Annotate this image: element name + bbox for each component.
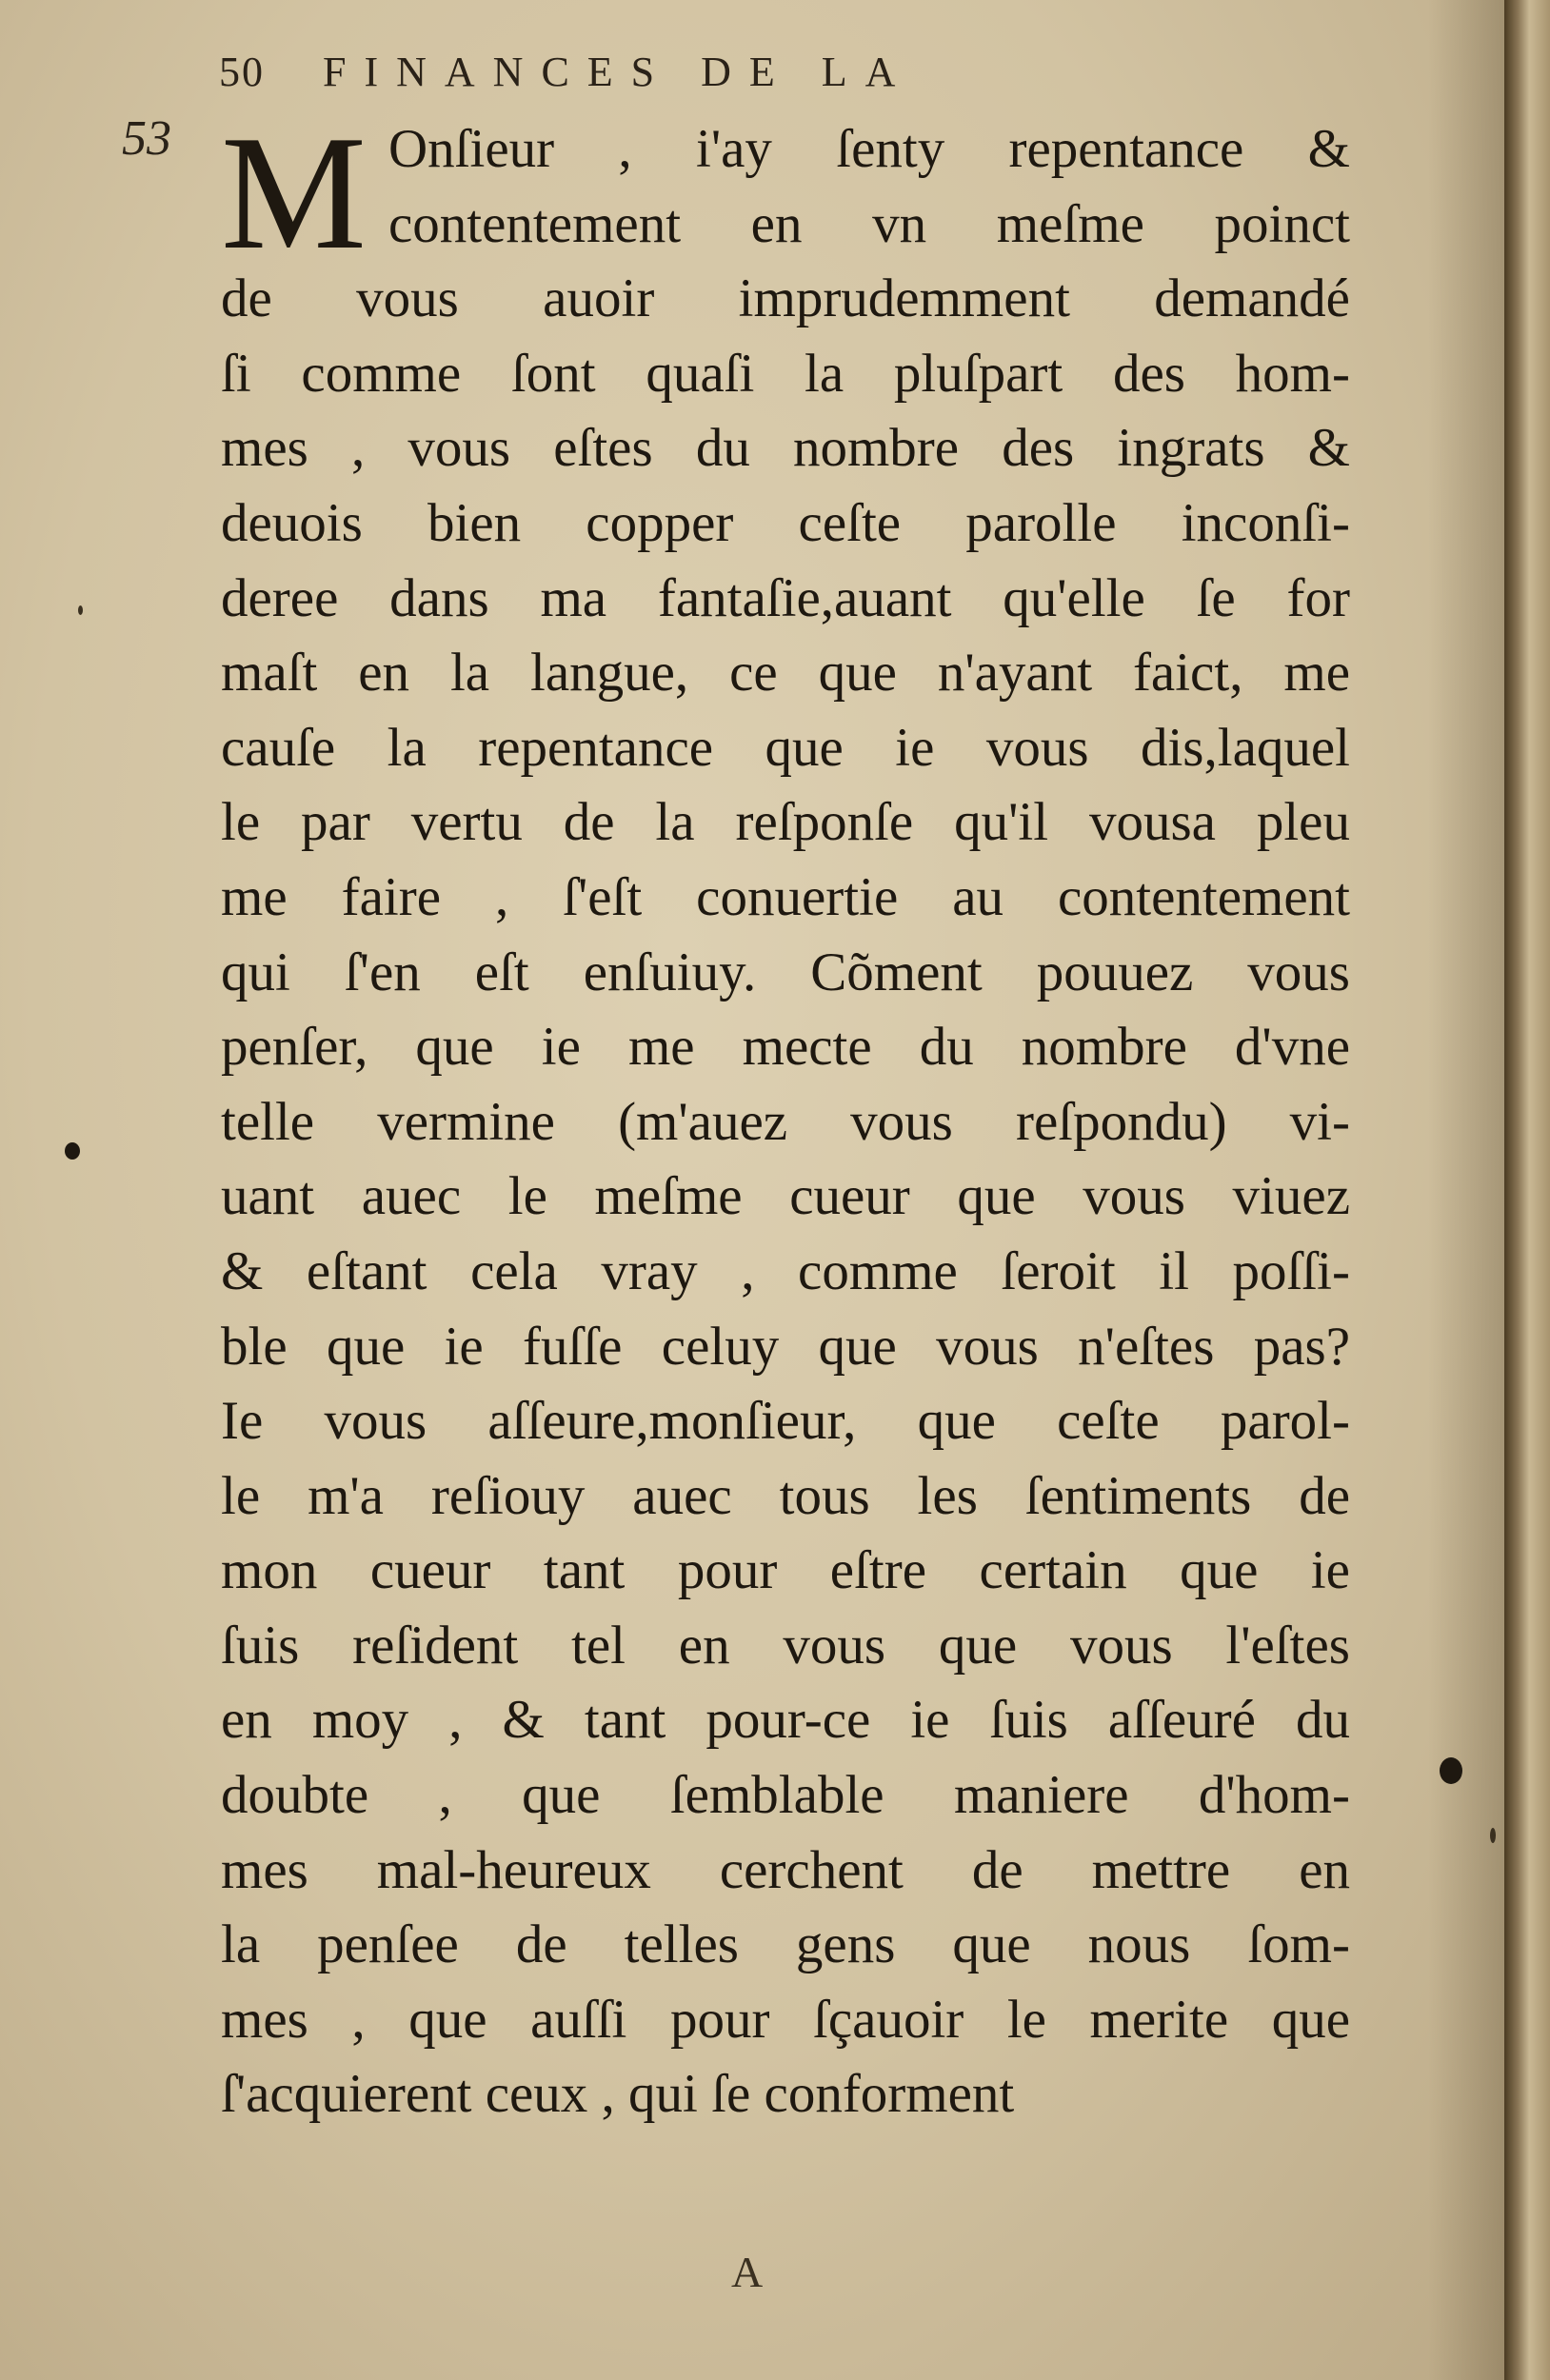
text-line: ſuis reſident tel en vous que vous l'eſtes: [221, 1615, 1350, 1676]
text-line: Ie vous aſſeure,monſieur, que ceſte parol-: [221, 1391, 1350, 1452]
text-line: mon cueur tant pour eſtre certain que ie: [221, 1540, 1350, 1601]
page-edge: [1504, 0, 1550, 2380]
page-number: 50: [219, 49, 265, 95]
text-line: mes , que auſſi pour ſçauoir le merite que: [221, 1989, 1350, 2050]
text-line: ſi comme ſont quaſi la pluſpart des hom-: [221, 343, 1350, 404]
text-line: mes , vous eſtes du nombre des ingrats &: [221, 418, 1350, 479]
ink-dot: [65, 1142, 80, 1160]
running-head: [219, 48, 913, 96]
text-line: de vous auoir imprudemment demandé: [221, 268, 1350, 329]
text-line: cauſe la repentance que ie vous dis,laquel: [221, 717, 1350, 778]
text-line: deuois bien copper ceſte parolle inconſi-: [221, 492, 1350, 553]
text-line: maſt en la langue, ce que n'ayant faict, me: [221, 643, 1350, 704]
text-line: ſ'acquierent ceux , qui ſe conforment: [221, 2064, 1015, 2125]
text-line: & eſtant cela vray , comme ſeroit il poſſi-: [221, 1240, 1350, 1301]
text-line: le m'a reſiouy auec tous les ſentiments de: [221, 1465, 1350, 1526]
text-line: doubte , que ſemblable maniere d'hom-: [221, 1765, 1350, 1826]
body-text: [221, 103, 1350, 2132]
text-line: qui ſ'en eſt enſuiuy. Cõment pouuez vous: [221, 942, 1350, 1002]
margin-number: 53: [122, 111, 171, 166]
text-line: ble que ie fuſſe celuy que vous n'eſtes pas?: [221, 1316, 1350, 1377]
drop-cap: M: [221, 103, 367, 284]
signature-mark: A: [731, 2248, 764, 2296]
ink-dot: [1440, 1757, 1462, 1784]
text-line: Onſieur , i'ay ſenty repentance &: [388, 119, 1350, 179]
text-line: en moy , & tant pour-ce ie ſuis aſſeuré du: [221, 1690, 1350, 1751]
text-line: uant auec le meſme cueur que vous viuez: [221, 1166, 1350, 1227]
ink-speck: [1490, 1828, 1496, 1843]
text-line: me faire , ſ'eſt conuertie au contentement: [221, 866, 1350, 927]
running-title: FINANCES DE LA: [323, 49, 914, 95]
ink-speck: [78, 605, 83, 615]
text-line: contentement en vn meſme poinct: [388, 193, 1350, 254]
text-line: le par vertu de la reſponſe qu'il vousa pleu: [221, 792, 1350, 853]
text-line: telle vermine (m'auez vous reſpondu) vi-: [221, 1091, 1350, 1152]
text-line: la penſee de telles gens que nous ſom-: [221, 1914, 1350, 1975]
text-line: deree dans ma fantaſie,auant qu'elle ſe for: [221, 567, 1350, 628]
text-line: penſer, que ie me mecte du nombre d'vne: [221, 1017, 1350, 1078]
gutter-shadow: [1428, 0, 1504, 2380]
text-line: mes mal-heureux cerchent de mettre en: [221, 1839, 1350, 1900]
